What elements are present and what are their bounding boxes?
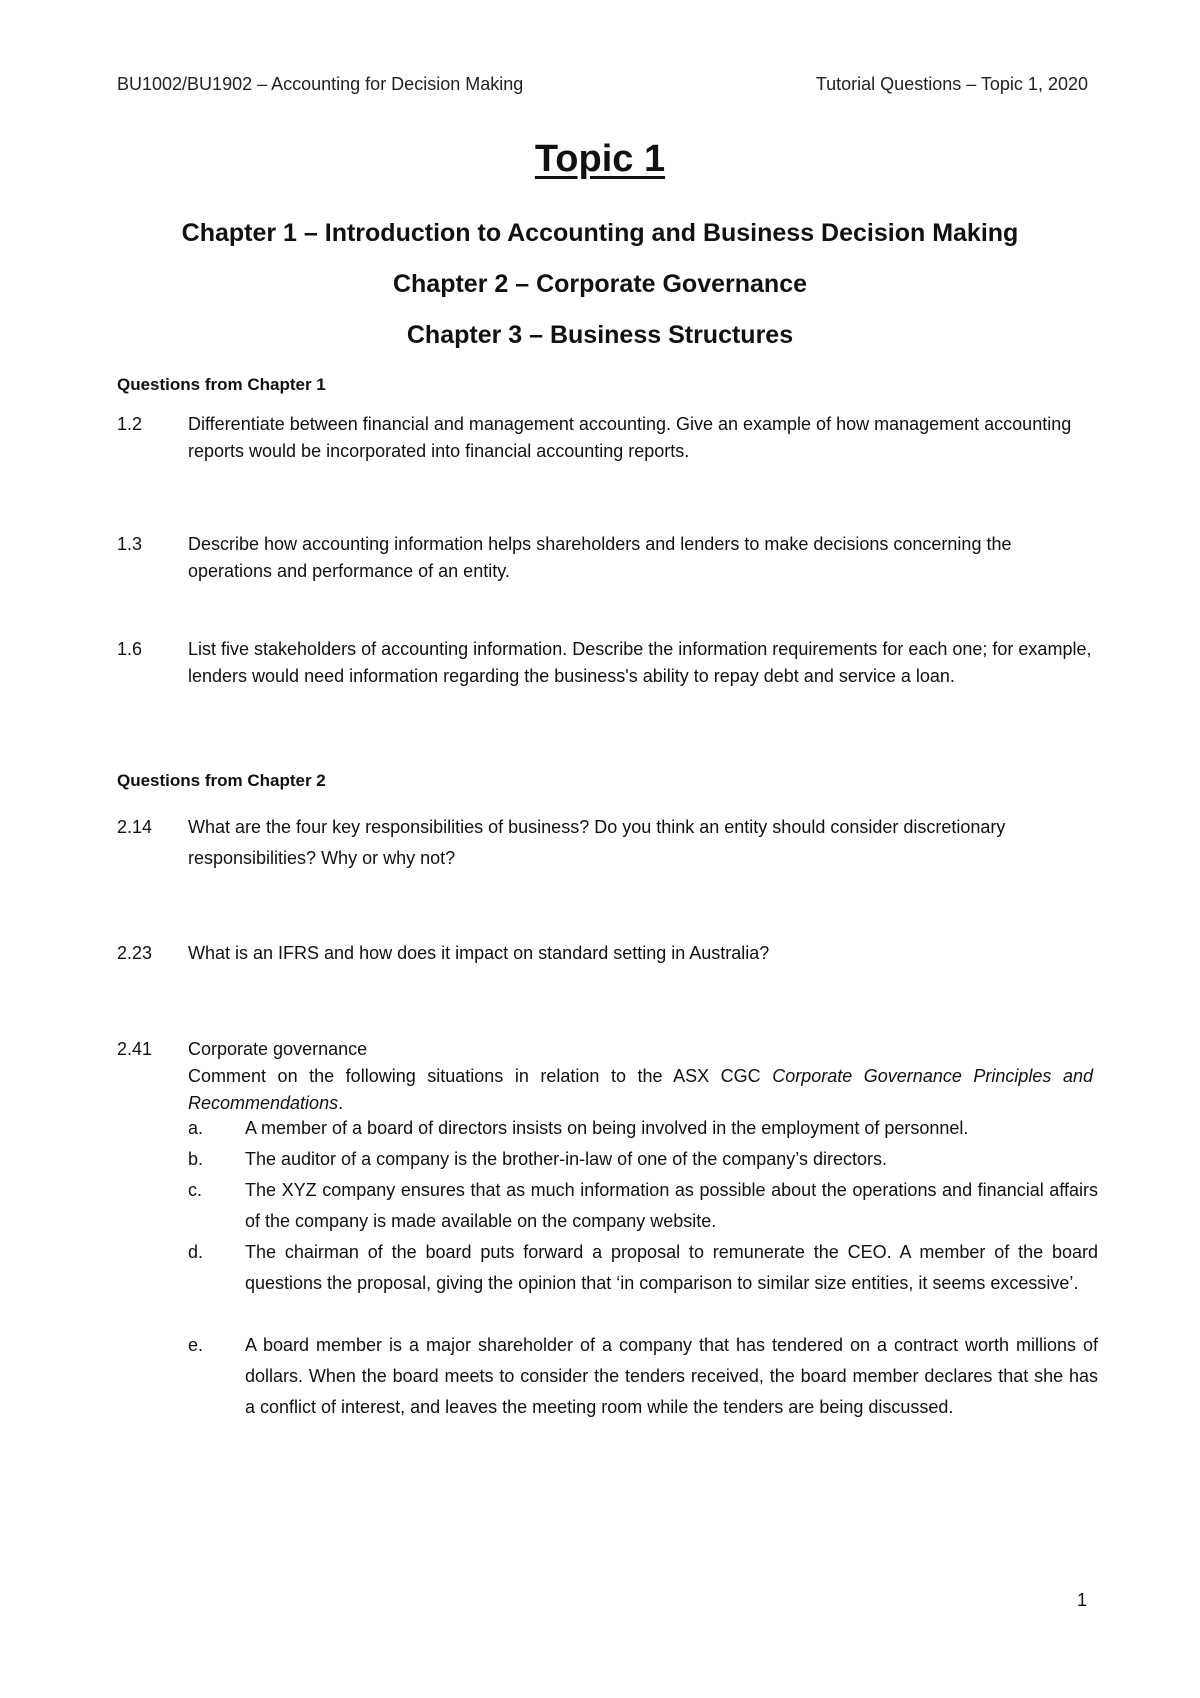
- sub-item-text: The auditor of a company is the brother-in-law of one of the company’s directors.: [245, 1149, 887, 1169]
- question-number: 1.3: [117, 534, 143, 554]
- chapter-heading-3: Chapter 3 – Business Structures: [406, 321, 794, 349]
- question-number: 2.23: [117, 943, 153, 963]
- sub-item-text: The XYZ company ensures that as much information as possible about the operations and financial affairs of the company is made available on the company website.: [245, 1180, 1098, 1231]
- chapter-heading-2: Chapter 2 – Corporate Governance: [392, 270, 807, 298]
- sub-item-letter: a.: [188, 1118, 204, 1138]
- question-text: Differentiate between financial and management accounting. Give an example of how management accounting reports would be incorporated into financial accounting reports.: [188, 414, 1072, 461]
- chapter-heading-1: Chapter 1 – Introduction to Accounting and Business Decision Making: [181, 219, 1019, 247]
- page-title: Topic 1: [534, 138, 666, 180]
- sub-item-text: A board member is a major shareholder of a company that has tendered on a contract worth millions of dollars. When the board meets to consider the tenders received, the board member declares that she has a conflict of interest, and leaves the meeting room while the tenders are being discussed.: [245, 1335, 1098, 1417]
- intro-text: Comment on the following situations in relation to the ASX CGC: [188, 1066, 761, 1086]
- section-heading-chapter-1: Questions from Chapter 1: [117, 375, 326, 394]
- question-number: 1.2: [117, 414, 143, 434]
- question-number: 2.41: [117, 1039, 153, 1059]
- question-text: What is an IFRS and how does it impact on standard setting in Australia?: [188, 943, 770, 963]
- question-title: Corporate governance: [188, 1039, 368, 1059]
- sub-item-letter: e.: [188, 1335, 204, 1355]
- question-text: Describe how accounting information helps shareholders and lenders to make decisions concerning the operations and performance of an entity.: [188, 534, 1012, 581]
- sub-item-text: A member of a board of directors insists on being involved in the employment of personnel.: [245, 1118, 969, 1138]
- question-intro: [188, 1063, 1093, 1117]
- question-text: List five stakeholders of accounting information. Describe the information requirements for each one; for example, lenders would need information regarding the business's ability to repay debt and service a loan.: [188, 639, 1092, 686]
- page-header: [117, 74, 1088, 100]
- sub-item-letter: c.: [188, 1180, 203, 1200]
- sub-item-letter: d.: [188, 1242, 204, 1262]
- question-number: 1.6: [117, 639, 143, 659]
- page-number: 1: [1076, 1590, 1087, 1610]
- question-text: What are the four key responsibilities of business? Do you think an entity should consider discretionary responsibilities? Why or why not?: [188, 817, 1006, 868]
- sub-item-text: The chairman of the board puts forward a proposal to remunerate the CEO. A member of the board questions the proposal, giving the opinion that ‘in comparison to similar size entities, it seems excessive’.: [245, 1242, 1098, 1293]
- section-heading-chapter-2: Questions from Chapter 2: [117, 771, 326, 790]
- header-course-title: BU1002/BU1902 – Accounting for Decision Making: [117, 74, 524, 94]
- header-tutorial-label: Tutorial Questions – Topic 1, 2020: [815, 74, 1088, 94]
- intro-italic-title: Corporate Governance Principles and Recommendations: [188, 1066, 1093, 1113]
- question-number: 2.14: [117, 817, 153, 837]
- intro-end: .: [338, 1093, 344, 1113]
- sub-item-letter: b.: [188, 1149, 204, 1169]
